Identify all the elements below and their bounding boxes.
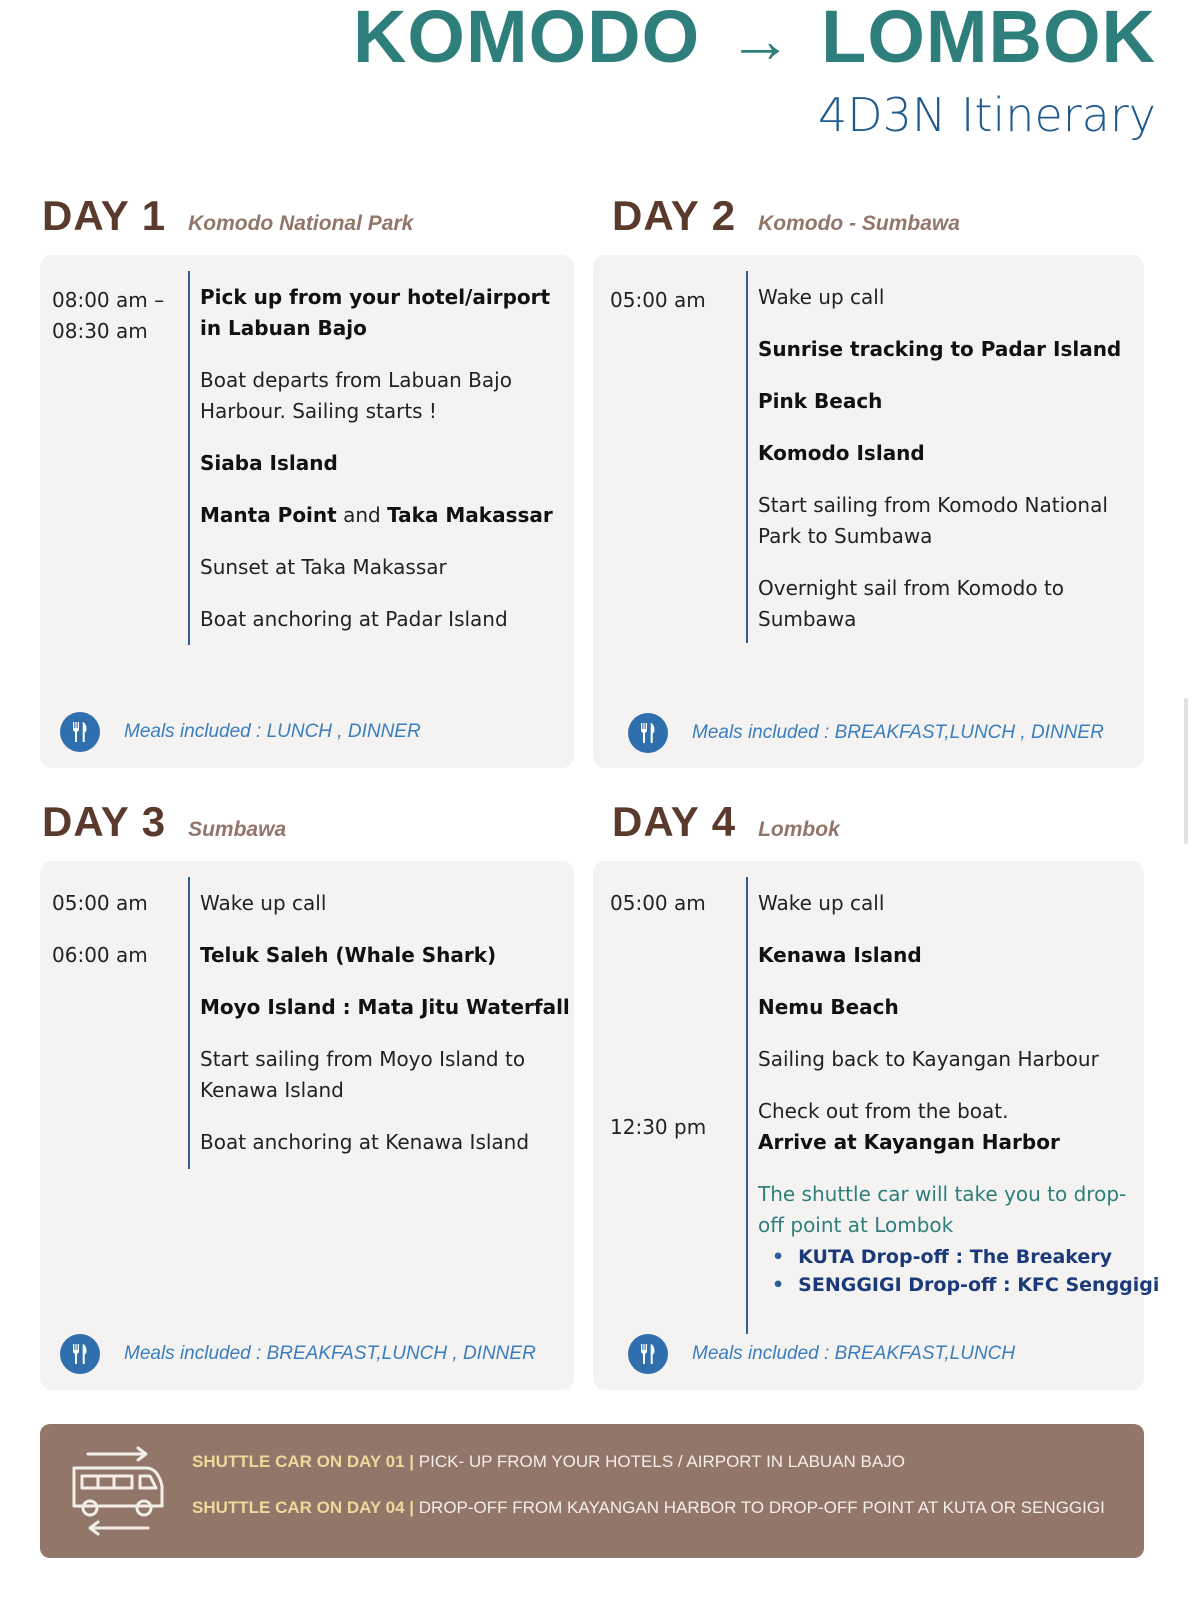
shuttle-van-icon <box>68 1446 168 1540</box>
time-entry: 05:00 am <box>610 891 706 915</box>
day-place: Lombok <box>758 818 840 841</box>
event-item: Kenawa Island <box>758 943 922 967</box>
day-label: DAY 3 <box>42 798 167 845</box>
shuttle-day1: SHUTTLE CAR ON DAY 01 | PICK- UP FROM YOUR HOTELS / AIRPORT IN LABUAN BAJO <box>192 1452 905 1471</box>
event-list <box>200 888 570 1179</box>
event-item: Sunrise tracking to Padar Island <box>758 337 1122 361</box>
timeline-divider <box>746 271 748 643</box>
fork-knife-icon <box>60 712 100 752</box>
time-column <box>610 285 706 316</box>
day-1-card <box>40 255 574 768</box>
title-destination: LOMBOK <box>821 0 1156 78</box>
day-label: DAY 1 <box>42 192 167 239</box>
day-label: DAY 4 <box>612 798 737 845</box>
scrollbar-thumb[interactable] <box>1184 698 1188 844</box>
timeline-divider <box>188 271 190 645</box>
day-place: Komodo National Park <box>188 212 414 235</box>
event-item: Wake up call <box>200 891 327 915</box>
event-item: Moyo Island : Mata Jitu Waterfall <box>200 995 570 1019</box>
meals-row <box>628 1334 1015 1374</box>
event-list <box>758 888 1160 1320</box>
event-item: Siaba Island <box>200 451 338 475</box>
event-item: Komodo Island <box>758 441 925 465</box>
day-4-header <box>612 798 840 846</box>
event-item: Pink Beach <box>758 389 883 413</box>
shuttle-banner <box>40 1424 1144 1558</box>
event-item: Start sailing from Komodo National Park to Sumbawa <box>758 493 1108 548</box>
event-item: Nemu Beach <box>758 995 899 1019</box>
time-entry: 06:00 am <box>52 943 148 967</box>
event-item: Boat anchoring at Kenawa Island <box>200 1130 530 1154</box>
event-item: Sunset at Taka Makassar <box>200 555 447 579</box>
dropoff-item: • KUTA Drop-off : The Breakery <box>772 1243 1133 1271</box>
page-subtitle: 4D3N Itinerary <box>817 88 1156 142</box>
event-list <box>200 282 570 656</box>
fork-knife-icon <box>628 713 668 753</box>
day-place: Sumbawa <box>188 818 287 841</box>
event-list <box>758 282 1133 656</box>
event-item: Sailing back to Kayangan Harbour <box>758 1047 1099 1071</box>
event-item: Start sailing from Moyo Island to Kenawa Island <box>200 1047 526 1102</box>
day-1-header <box>42 192 413 240</box>
dropoff-list <box>772 1243 1160 1299</box>
day-2-header <box>612 192 960 240</box>
event-item: Wake up call <box>758 891 885 915</box>
dropoff-item: • SENGGIGI Drop-off : KFC Senggigi <box>772 1271 1133 1299</box>
event-item: Teluk Saleh (Whale Shark) <box>200 943 497 967</box>
time-column <box>52 888 148 971</box>
meals-included: Meals included : BREAKFAST,LUNCH , DINNER <box>692 722 1104 743</box>
timeline-divider <box>188 877 190 1169</box>
timeline-divider <box>746 877 748 1334</box>
event-item: Boat departs from Labuan Bajo Harbour. Sailing starts ! <box>200 368 512 423</box>
meals-row <box>628 713 1104 753</box>
arrow-icon: → <box>728 4 794 76</box>
meals-included: Meals included : BREAKFAST,LUNCH , DINNER <box>124 1343 536 1364</box>
day-3-header <box>42 798 286 846</box>
event-item: Overnight sail from Komodo to Sumbawa <box>758 576 1065 631</box>
shuttle-note: The shuttle car will take you to drop-off point at Lombok • KUTA Drop-off : The Breakery • SENGGIGI Drop-off : KFC Senggigi <box>758 1179 1133 1299</box>
day-4-card <box>593 861 1160 1390</box>
event-item: Wake up call <box>758 285 885 309</box>
event-item: Check out from the boat. Arrive at Kayangan Harbor <box>758 1099 1060 1154</box>
shuttle-day4: SHUTTLE CAR ON DAY 04 | DROP-OFF FROM KAYANGAN HARBOR TO DROP-OFF POINT AT KUTA OR SENGGIGI <box>192 1498 1105 1517</box>
fork-knife-icon <box>60 1334 100 1374</box>
time-entry: 08:00 am – <box>52 288 165 312</box>
fork-knife-icon <box>628 1334 668 1374</box>
time-entry: 05:00 am <box>52 891 148 915</box>
title-origin: KOMODO <box>352 0 701 78</box>
day-place: Komodo - Sumbawa <box>758 212 960 235</box>
day-3-card <box>40 861 574 1390</box>
meals-row <box>60 1334 536 1374</box>
meals-included: Meals included : BREAKFAST,LUNCH <box>692 1343 1016 1364</box>
event-item: Boat anchoring at Padar Island <box>200 607 508 631</box>
event-item: Manta Point and Taka Makassar <box>200 503 553 527</box>
event-item: Pick up from your hotel/airport in Labuan Bajo <box>200 285 551 340</box>
day-label: DAY 2 <box>612 192 737 239</box>
time-column <box>610 888 706 1143</box>
time-entry: 08:30 am <box>52 319 148 343</box>
time-column <box>52 285 164 347</box>
time-entry: 12:30 pm <box>610 1115 707 1139</box>
time-entry: 05:00 am <box>610 288 706 312</box>
day-2-card <box>593 255 1144 768</box>
meals-included: Meals included : LUNCH , DINNER <box>124 721 421 742</box>
meals-row <box>60 712 421 752</box>
page-title <box>353 0 1156 77</box>
